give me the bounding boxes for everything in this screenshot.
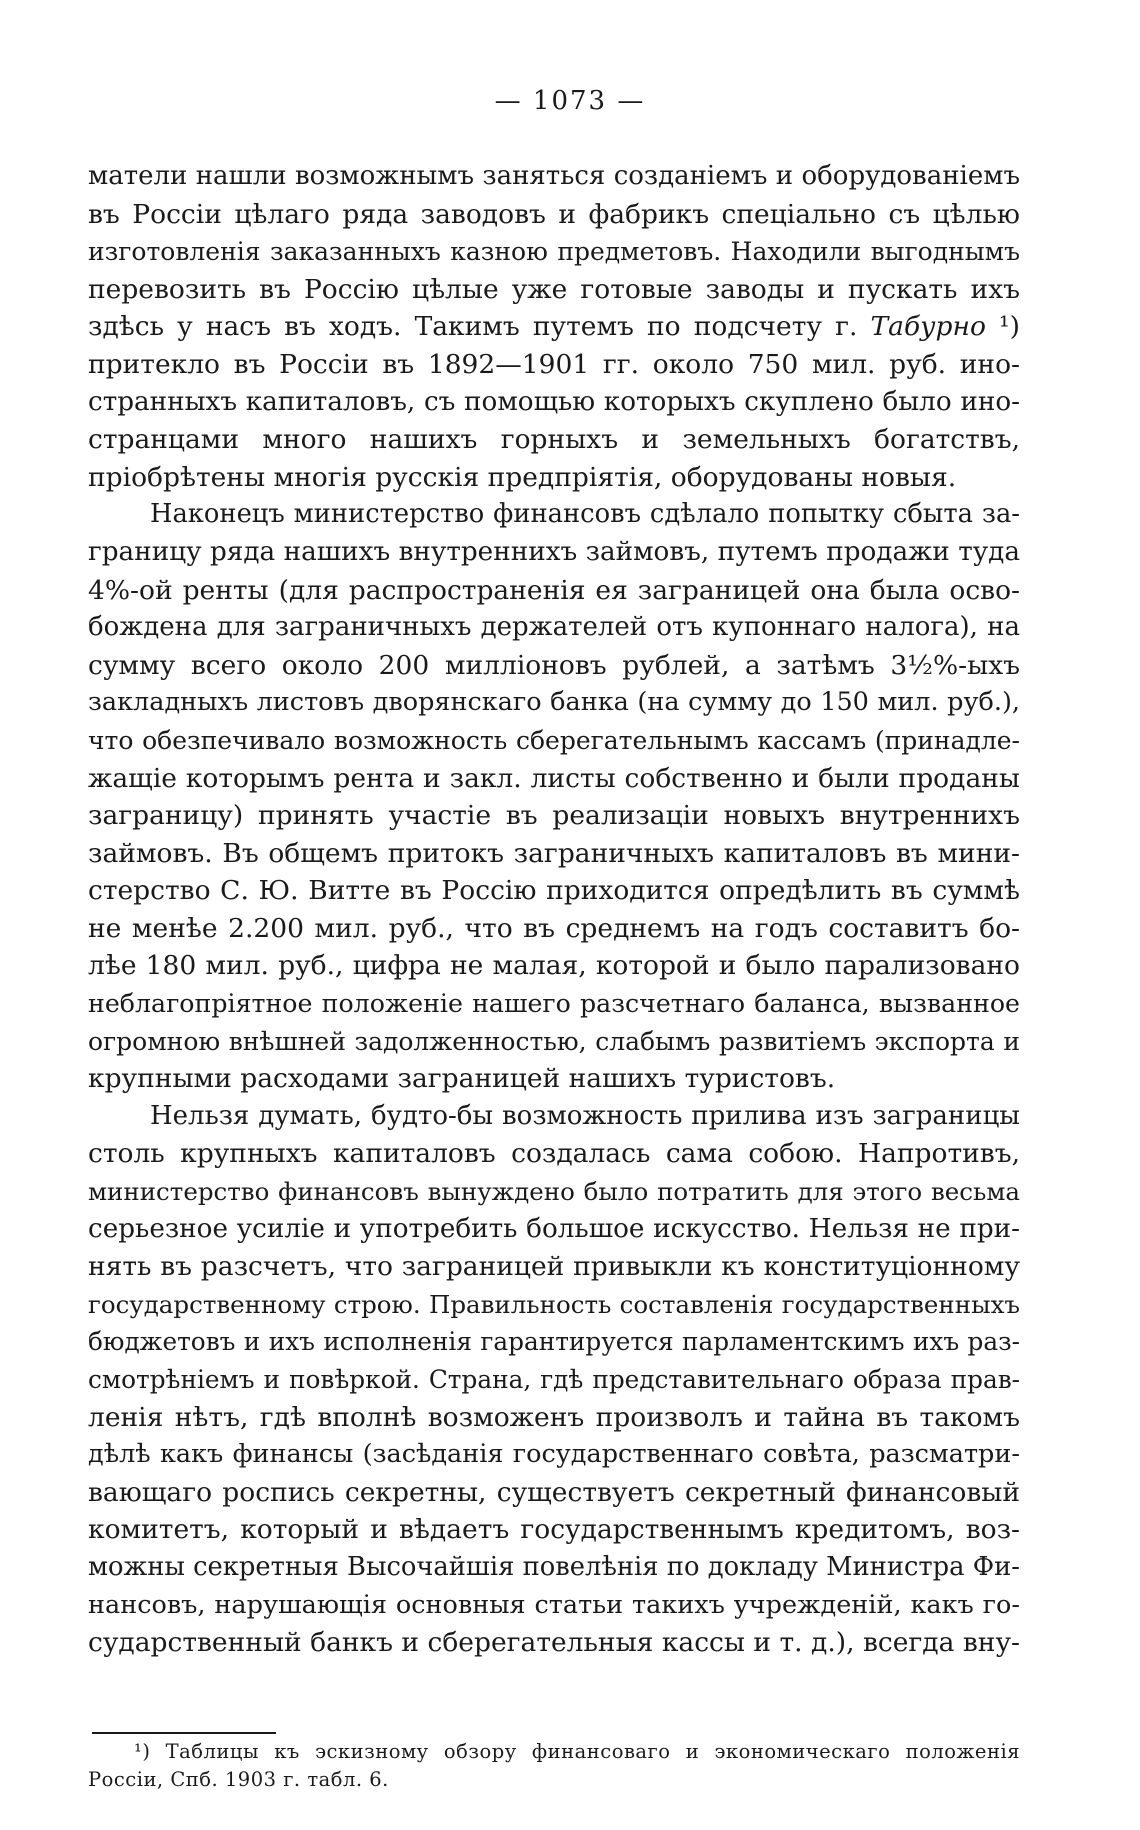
text-line: вающаго роспись секретны, существуетъ секретный финансовый xyxy=(88,1476,1020,1508)
text-line: нансовъ, нарушающія основныя статьи такихъ учрежденій, какъ го- xyxy=(88,1589,1020,1620)
author-name: Табурно xyxy=(870,311,986,343)
text-line: странныхъ капиталовъ, съ помощью которыхъ скуплено было ино- xyxy=(88,386,1020,417)
text-line: заграницу) принять участіе въ реализаціи новыхъ внутреннихъ xyxy=(88,800,1020,832)
text-line: огромною внѣшней задолженностью, слабымъ развитіемъ экспорта и xyxy=(88,1026,1020,1056)
paragraph-1 xyxy=(88,158,1020,496)
text-line: изготовленія заказанныхъ казною предметовъ. Находили выгоднымъ xyxy=(88,237,1020,267)
text-line: займовъ. Въ общемъ притокъ заграничныхъ капиталовъ въ мини- xyxy=(88,837,1020,869)
text-line: матели нашли возможнымъ заняться созданіемъ и оборудованіемъ xyxy=(88,161,1020,191)
page-number: — 1073 — xyxy=(494,86,646,116)
text-line: крупными расходами заграницей нашихъ туристовъ. xyxy=(88,1063,836,1095)
text-line: неблагопріятное положеніе нашего разсчетнаго баланса, вызванное xyxy=(88,989,1020,1019)
paragraph-2 xyxy=(88,496,1020,1098)
text-line: сударственный банкъ и сберегательныя кассы и т. д.), всегда вну- xyxy=(88,1627,1020,1659)
text-line: бюджетовъ и ихъ исполненія гарантируется парламентскимъ ихъ раз- xyxy=(88,1327,1020,1357)
text-line: что обезпечивало возможность сберегательнымъ кассамъ (принадле- xyxy=(88,725,1020,755)
text-line: перевозить въ Россію цѣлые уже готовые заводы и пускать ихъ xyxy=(88,273,1020,305)
text-line-with-author xyxy=(88,308,1020,346)
text-line: въ Россіи цѣлаго ряда заводовъ и фабрикъ спеціально съ цѣлью xyxy=(88,198,1020,230)
text-line: бождена для заграничныхъ держателей отъ купоннаго налога), на xyxy=(88,612,1020,643)
text-line: закладныхъ листовъ дворянскаго банка (на сумму до 150 мил. руб.), xyxy=(88,687,1020,718)
text-line: комитетъ, который и вѣдаетъ государственнымъ кредитомъ, воз- xyxy=(88,1514,1020,1546)
text-line: серьезное усиліе и употребить большое искусство. Нельзя не при- xyxy=(88,1213,1020,1244)
text-line: Наконецъ министерство финансовъ сдѣлало попытку сбыта за- xyxy=(150,499,1020,530)
text-line: жащіе которымъ рента и закл. листы собственно и были проданы xyxy=(88,762,1020,794)
footnote xyxy=(88,1738,1020,1794)
text-line: стерство С. Ю. Витте въ Россію приходится опредѣлить въ суммѣ xyxy=(88,875,1020,907)
text-line: 4%-ой ренты (для распространенія ея заграницей она была осво- xyxy=(88,574,1020,606)
footnote-mark: ¹) xyxy=(999,311,1020,343)
text-line: столь крупныхъ капиталовъ создалась сама собою. Напротивъ, xyxy=(88,1138,1020,1170)
body-text xyxy=(88,158,1020,1662)
text-line: нять въ разсчетъ, что заграницей привыкли къ конституціонному xyxy=(88,1251,1020,1283)
text-line: границу ряда нашихъ внутреннихъ займовъ, путемъ продажи туда xyxy=(88,536,1020,567)
paragraph-3 xyxy=(88,1098,1020,1662)
footnote-divider xyxy=(92,1732,276,1734)
text-line-part: здѣсь у насъ въ ходъ. Такимъ путемъ по подсчету г. xyxy=(88,311,858,343)
text-line: сумму всего около 200 милліоновъ рублей, а затѣмъ 3½%-ыхъ xyxy=(88,649,1020,681)
text-line: Нельзя думать, будто-бы возможность прилива изъ заграницы xyxy=(150,1100,1020,1131)
footnote-line: ¹) Таблицы къ эскизному обзору финансоваго и экономическаго положенія xyxy=(134,1740,1020,1763)
text-line: дѣлѣ какъ финансы (засѣданія государственнаго совѣта, разсматри- xyxy=(88,1439,1020,1470)
text-line: странцами много нашихъ горныхъ и земельныхъ богатствъ, xyxy=(88,424,1020,456)
text-line: лѣе 180 мил. руб., цифра не малая, которой и было парализовано xyxy=(88,950,1020,982)
text-line: не менѣе 2.200 мил. руб., что въ среднемъ на годъ составитъ бо- xyxy=(88,912,1020,944)
text-line: пріобрѣтены многія русскія предпріятія, оборудованы новыя. xyxy=(88,461,957,493)
text-line: государственному строю. Правильность составленія государственныхъ xyxy=(88,1289,1020,1319)
text-line: притекло въ Россіи въ 1892—1901 гг. около 750 мил. руб. ино- xyxy=(88,348,1020,380)
text-line: можны секретныя Высочайшія повелѣнія по докладу Министра Фи- xyxy=(88,1551,1020,1582)
text-line: ленія нѣтъ, гдѣ вполнѣ возможенъ произволъ и тайна въ такомъ xyxy=(88,1401,1020,1433)
text-line: смотрѣніемъ и повѣркой. Страна, гдѣ представительнаго образа прав- xyxy=(88,1365,1020,1394)
text-line: министерство финансовъ вынуждено было потратить для этого весьма xyxy=(88,1177,1020,1207)
footnote-line: Россіи, Спб. 1903 г. табл. 6. xyxy=(88,1768,389,1791)
